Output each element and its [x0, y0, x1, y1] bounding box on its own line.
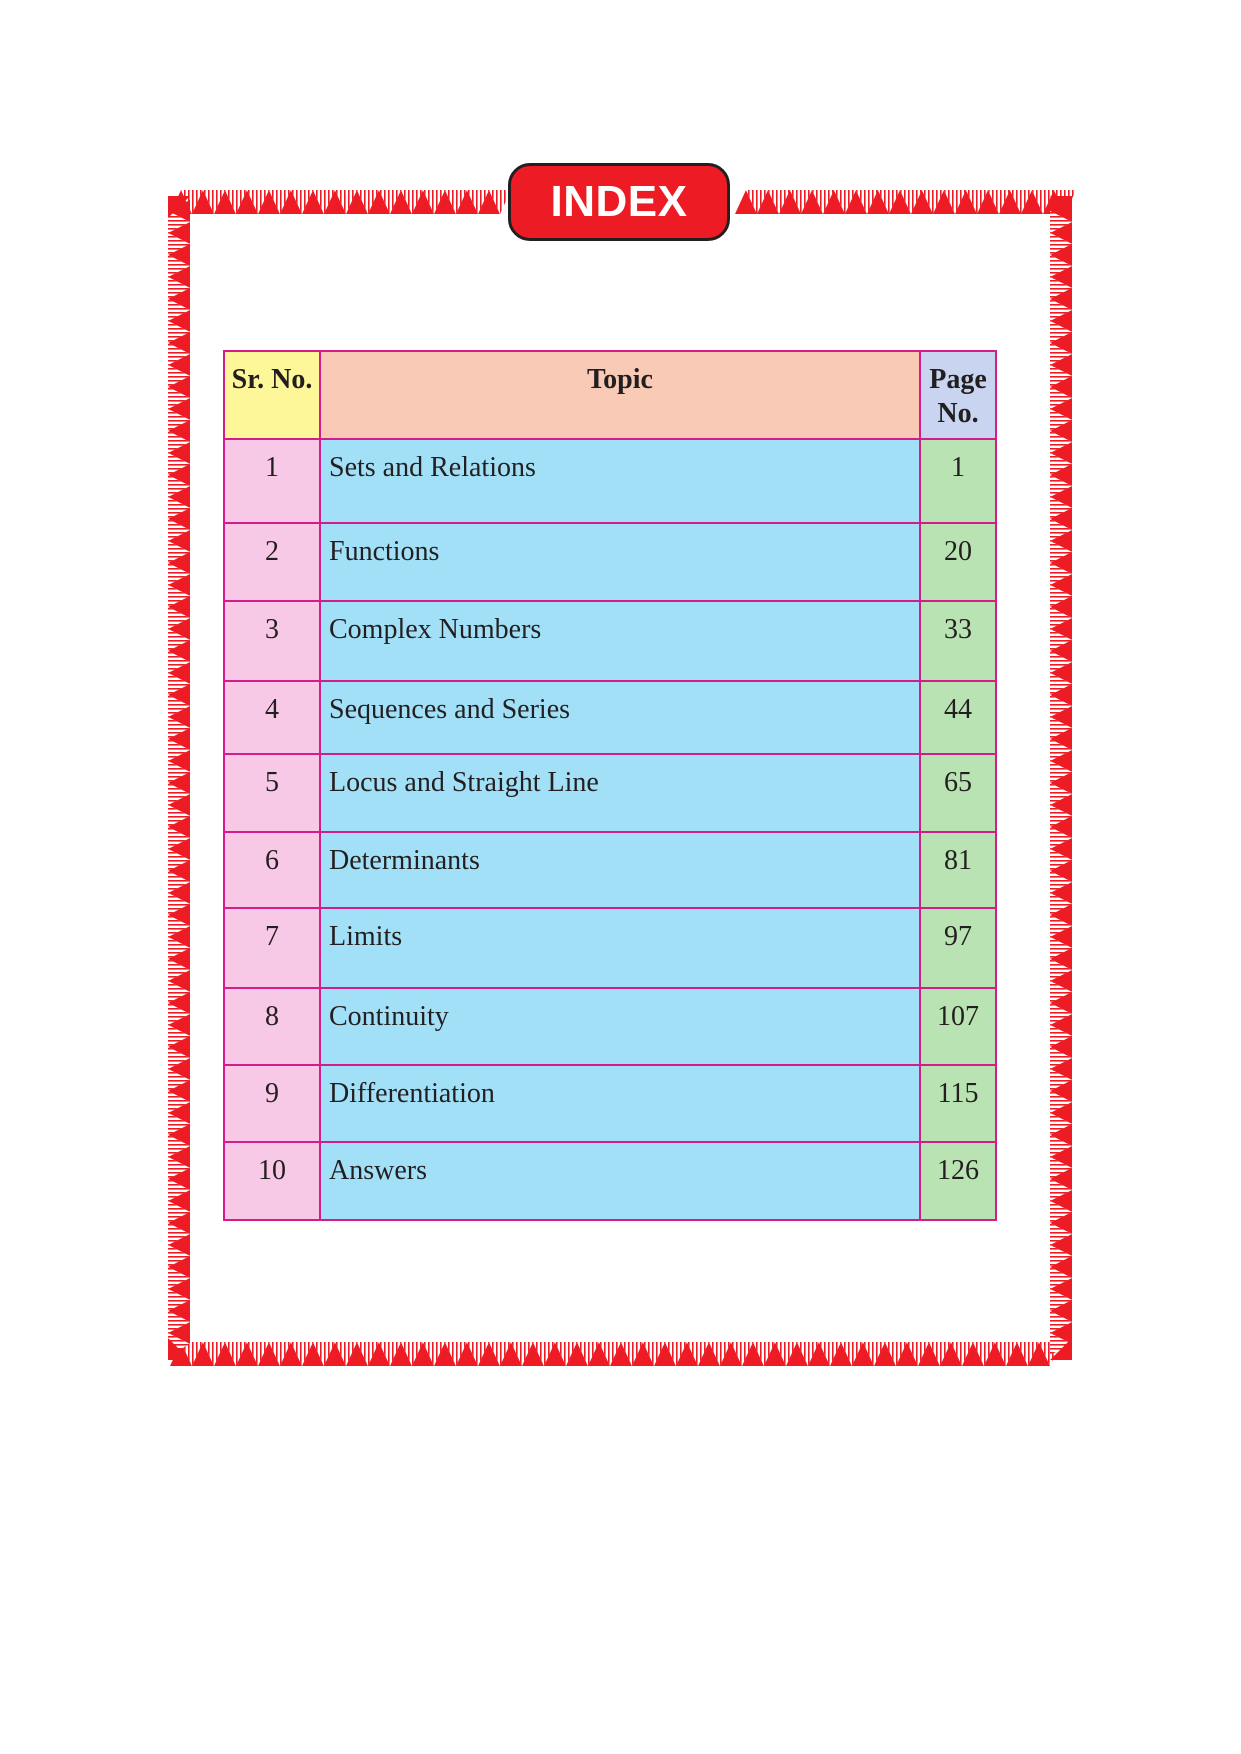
table-row: [224, 908, 996, 988]
index-table: [223, 350, 997, 1221]
row-page-no: 115: [920, 1065, 996, 1142]
index-title: INDEX: [550, 177, 688, 226]
table-row: [224, 1142, 996, 1220]
row-page-no: 81: [920, 832, 996, 908]
row-page-no: 33: [920, 601, 996, 681]
header-page-no: [920, 351, 996, 439]
row-topic: Sequences and Series: [320, 681, 920, 754]
header-page-line2: No.: [937, 398, 979, 429]
row-topic: Complex Numbers: [320, 601, 920, 681]
row-sr-no: 5: [224, 754, 320, 832]
table-row: [224, 523, 996, 601]
row-topic: Differentiation: [320, 1065, 920, 1142]
table-row: [224, 832, 996, 908]
table-row: [224, 601, 996, 681]
index-title-badge: [508, 163, 730, 241]
table-row: [224, 754, 996, 832]
table-row: [224, 988, 996, 1065]
row-sr-no: 6: [224, 832, 320, 908]
header-topic: Topic: [320, 351, 920, 439]
row-topic: Functions: [320, 523, 920, 601]
row-page-no: 107: [920, 988, 996, 1065]
row-page-no: 126: [920, 1142, 996, 1220]
table-row: [224, 681, 996, 754]
row-topic: Locus and Straight Line: [320, 754, 920, 832]
table-row: [224, 1065, 996, 1142]
row-sr-no: 7: [224, 908, 320, 988]
header-sr-no: Sr. No.: [224, 351, 320, 439]
row-page-no: 20: [920, 523, 996, 601]
row-page-no: 1: [920, 439, 996, 523]
row-sr-no: 8: [224, 988, 320, 1065]
row-topic: Sets and Relations: [320, 439, 920, 523]
row-page-no: 97: [920, 908, 996, 988]
row-sr-no: 3: [224, 601, 320, 681]
row-sr-no: 9: [224, 1065, 320, 1142]
row-topic: Continuity: [320, 988, 920, 1065]
table-row: [224, 439, 996, 523]
row-page-no: 65: [920, 754, 996, 832]
header-page-line1: Page: [929, 364, 987, 395]
row-sr-no: 2: [224, 523, 320, 601]
row-page-no: 44: [920, 681, 996, 754]
row-topic: Determinants: [320, 832, 920, 908]
row-topic: Answers: [320, 1142, 920, 1220]
row-topic: Limits: [320, 908, 920, 988]
table-header-row: [224, 351, 996, 439]
row-sr-no: 10: [224, 1142, 320, 1220]
row-sr-no: 1: [224, 439, 320, 523]
row-sr-no: 4: [224, 681, 320, 754]
